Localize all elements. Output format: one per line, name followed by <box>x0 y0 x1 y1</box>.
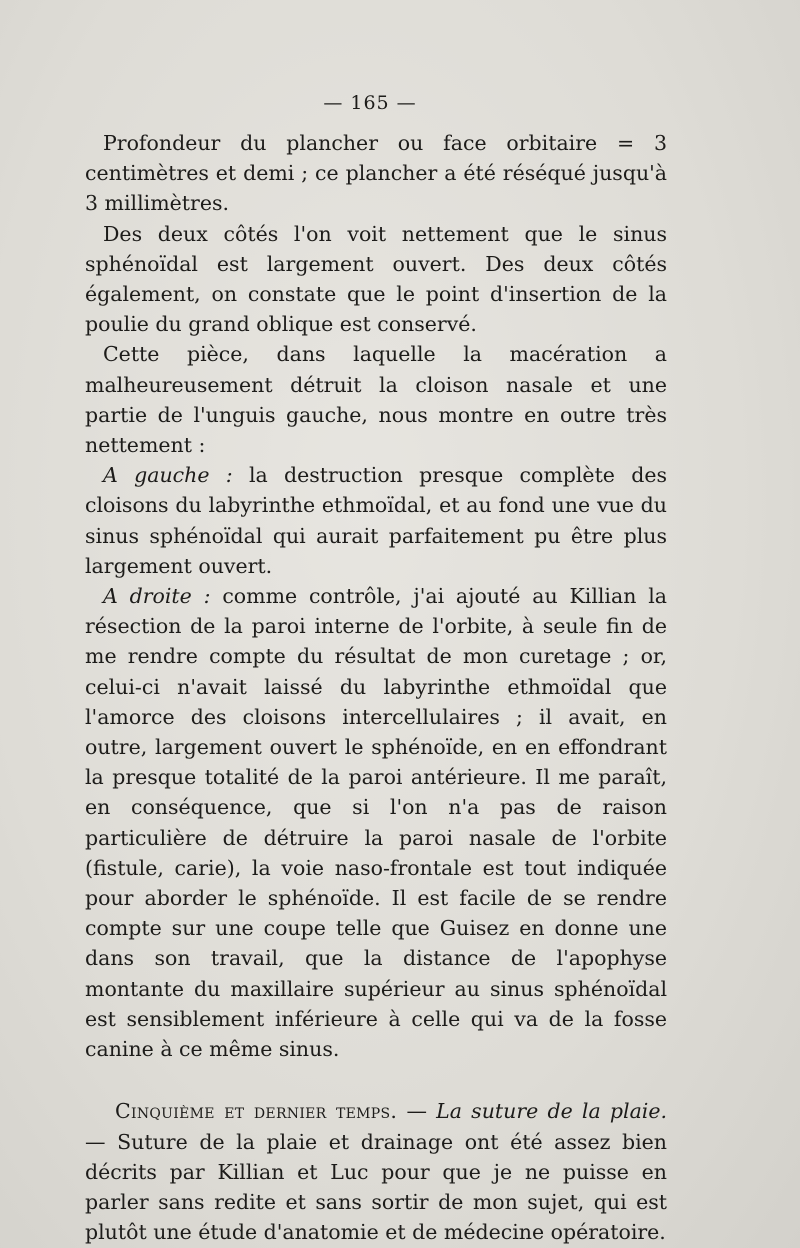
left-side-label: A gauche : <box>103 463 233 488</box>
section-subtitle: La suture de la plaie. <box>436 1099 667 1124</box>
right-side-label: A droite : <box>103 584 211 609</box>
paragraph-right-side <box>85 581 667 1064</box>
paragraph-sphenoid-sinus: Des deux côtés l'on voit nettement que le sinus sphénoïdal est largement ouvert. Des deux côtés également, on constate que le point d'insertion de la poulie du grand oblique est conservé. <box>85 221 667 337</box>
right-side-text: comme contrôle, j'ai ajouté au Killian la résection de la paroi interne de l'orbite, à seule fin de me rendre compte du résultat de mon curetage ; or, celui-ci n'avait laissé du labyrinthe ethmoïdal que l'amorce des cloisons intercellulaires ; il avait, en outre, largement ouvert le sphénoïde, en en effondrant la presque totalité de la paroi antérieure. Il me paraît, en conséquence, que si l'on n'a pas de raison particulière de détruire la paroi nasale de l'orbite (fistule, carie), la voie naso-frontale est tout indiquée pour aborder le sphénoïde. Il est facile de se rendre compte sur une coupe telle que Guisez en donne une dans son travail, que la distance de l'apophyse montante du maxillaire supérieur au sinus sphénoïdal est sensiblement inférieure à celle qui va de la fosse canine à ce même sinus. <box>85 584 667 1062</box>
section-heading: Cinquième et dernier temps. <box>115 1099 398 1124</box>
section-fifth-step <box>85 1096 667 1247</box>
section-dash: — <box>397 1099 437 1124</box>
paragraph-left-side <box>85 460 667 581</box>
paragraph-floor-depth: Profondeur du plancher ou face orbitaire = 3 centimètres et demi ; ce plancher a été réséqué jusqu'à 3 millimètres. <box>85 131 667 216</box>
left-side-text: la destruction presque complète des cloisons du labyrinthe ethmoïdal, et au fond une vue du sinus sphénoïdal qui aurait parfaitement pu être plus largement ouvert. <box>85 463 668 578</box>
body-text <box>85 128 667 1247</box>
paragraph-maceration: Cette pièce, dans laquelle la macération a malheureusement détruit la cloison nasale et une partie de l'unguis gauche, nous montre en outre très nettement : <box>85 342 667 458</box>
section-text: — Suture de la plaie et drainage ont été assez bien décrits par Killian et Luc pour que je ne puisse en parler sans redite et sans sortir de mon sujet, qui est plutôt une étude d'anatomie et de médecine opératoire. <box>85 1129 667 1245</box>
page-number: — 165 — <box>323 92 417 114</box>
